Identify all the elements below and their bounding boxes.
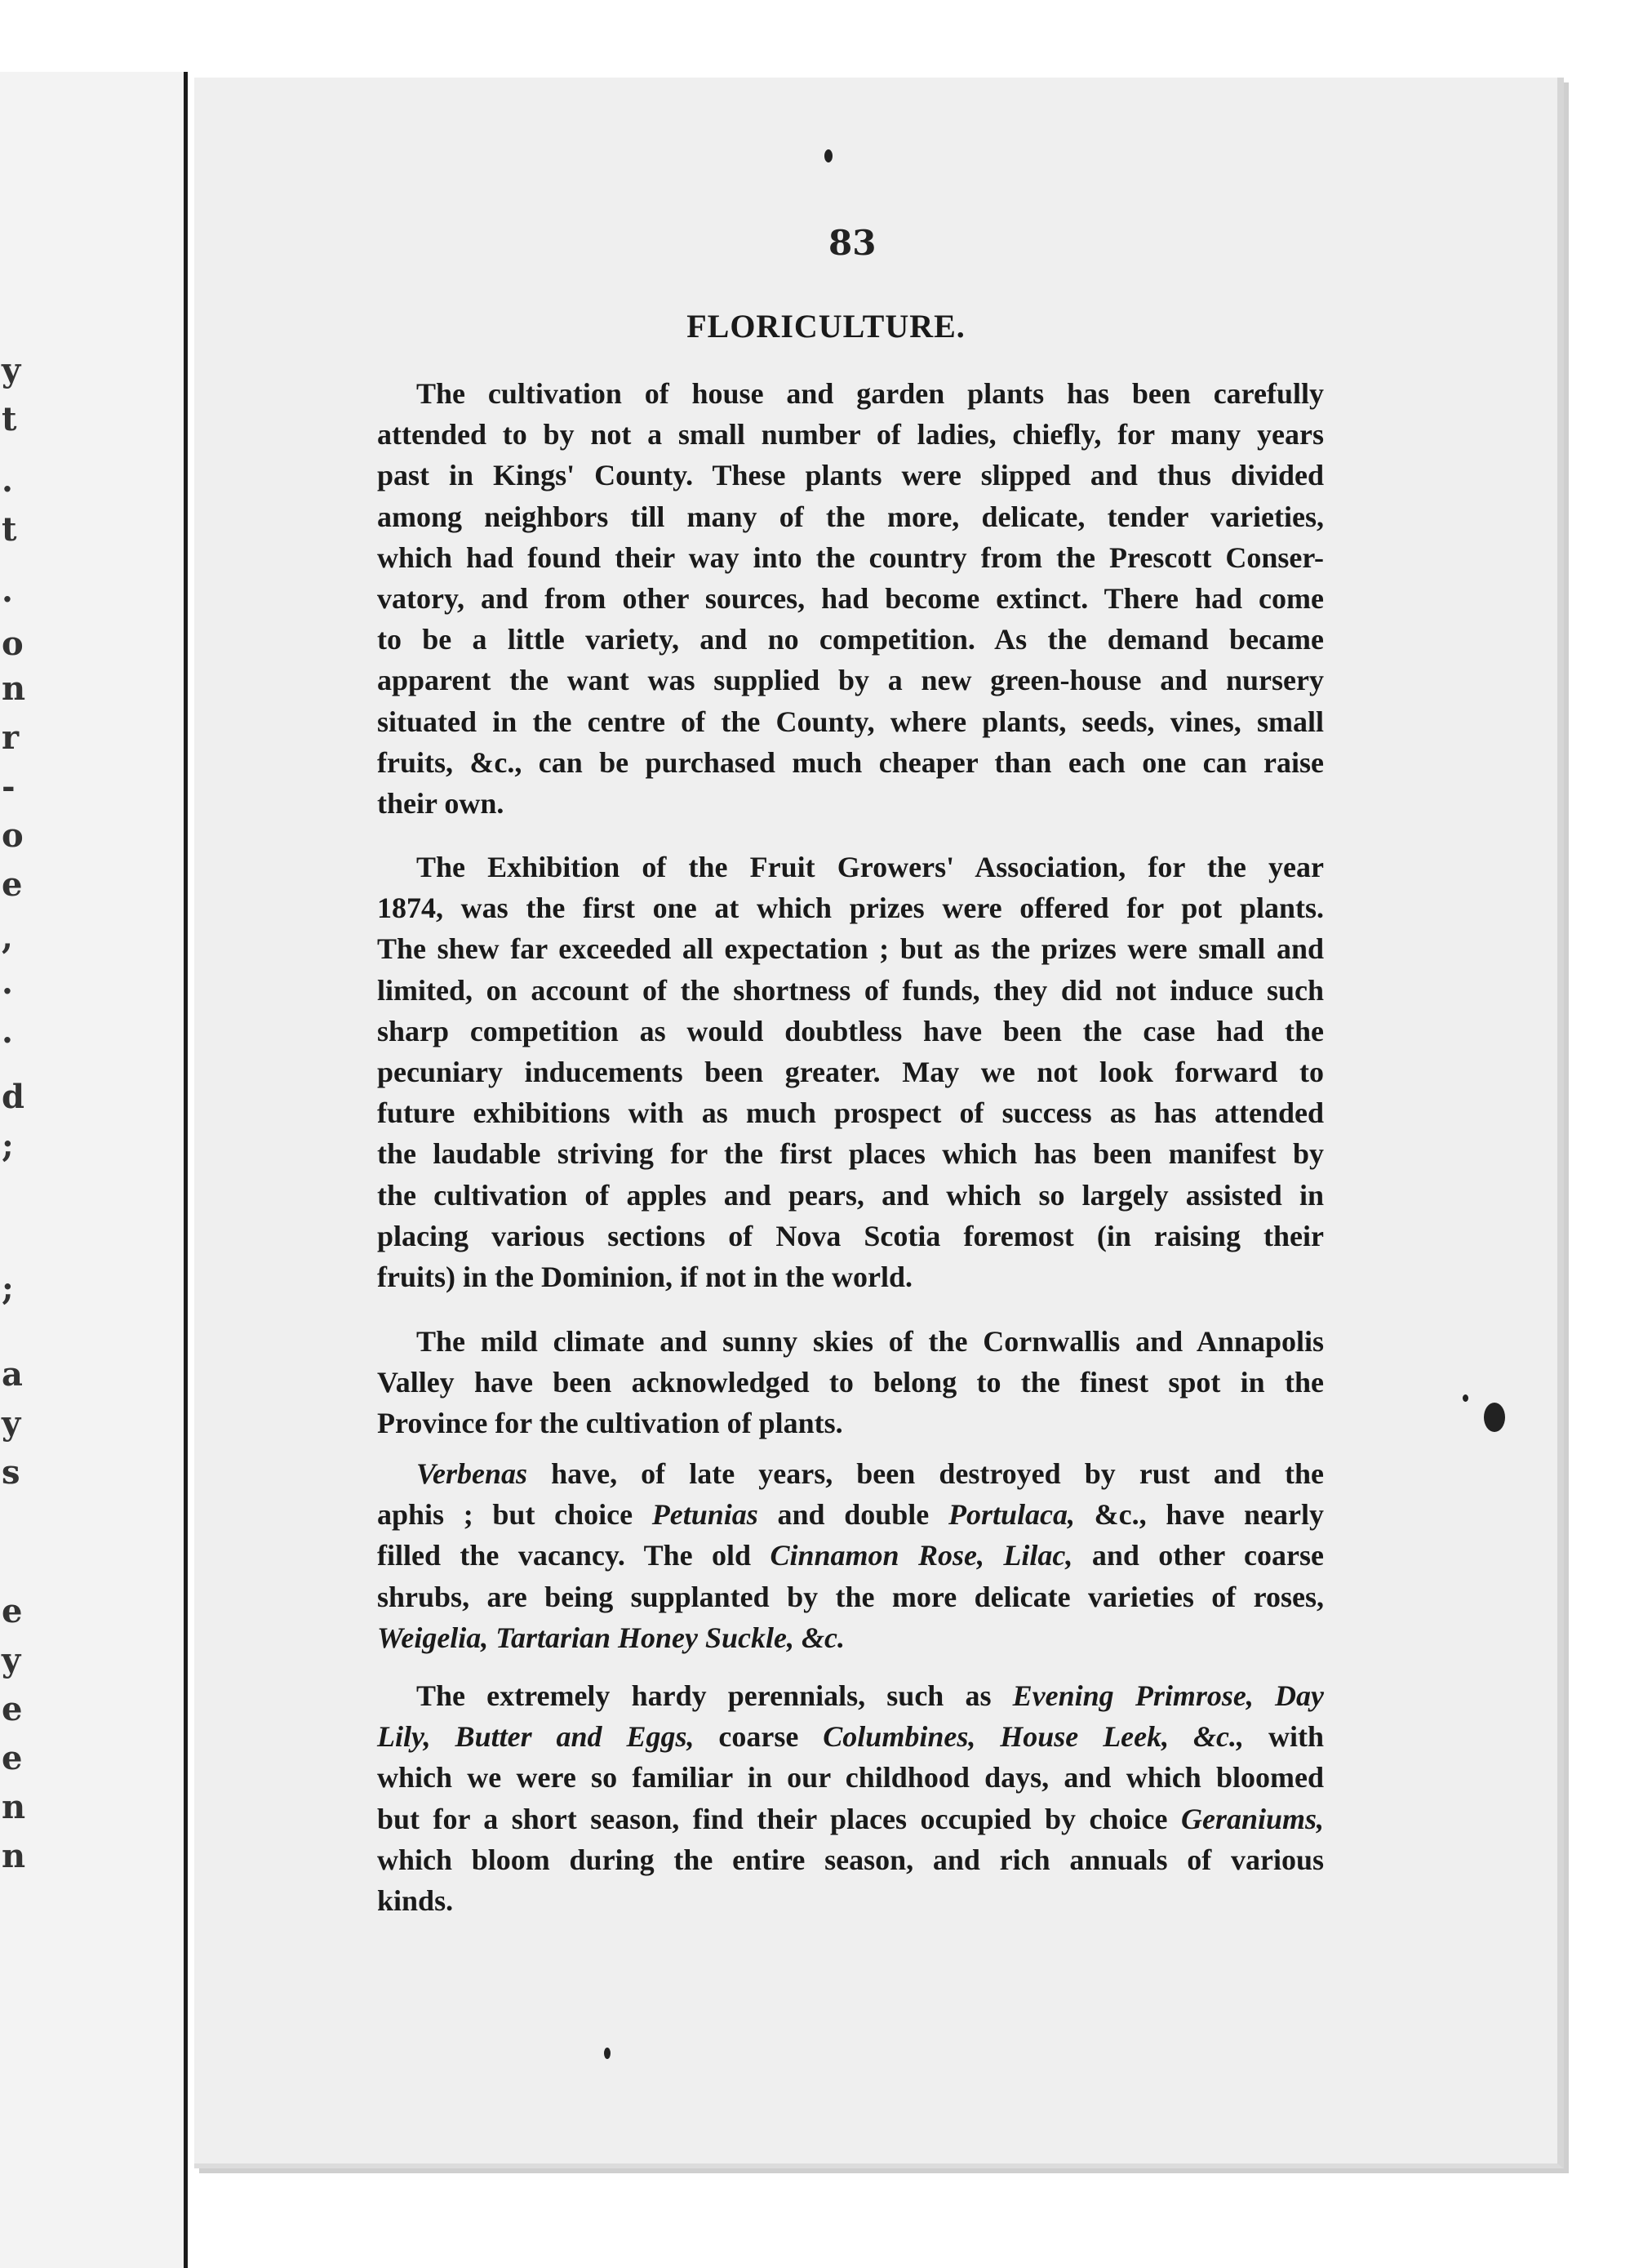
text-run: to be a little variety, and no competition. As the demand became [377,623,1324,656]
text-run: aphis ; but choice [377,1498,652,1532]
text-line [377,1799,1324,1839]
text-run: which bloom during the entire season, and rich annuals of various [377,1843,1324,1876]
facing-page-fragment: t [2,510,17,549]
text-run: The Exhibition of the Fruit Growers' Association, for the year [416,851,1324,883]
text-run: their own. [377,787,504,820]
text-run: and other coarse [1072,1539,1324,1572]
facing-page-fragment: o [2,816,24,855]
facing-page-fragment: s [2,1453,20,1492]
section-heading: FLORICULTURE. [686,308,966,345]
italic-text: Evening Primrose, Day [1012,1679,1324,1712]
text-line [377,1453,1324,1494]
text-line [377,1494,1324,1535]
text-line [377,1052,1324,1092]
facing-page-fragment: e [2,1592,23,1630]
text-run: past in Kings' County. These plants were slipped and thus divided [377,459,1324,492]
text-run: which had found their way into the country from the Prescott Conser- [377,540,1324,574]
italic-text: Columbines, House Leek, &c., [823,1720,1245,1754]
facing-page-fragment: a [2,1355,23,1394]
text-line [377,1216,1324,1256]
text-line [377,1011,1324,1052]
text-run: shrubs, are being supplanted by the more delicate varieties of roses, [377,1580,1324,1613]
text-run: vatory, and from other sources, had become extinct. There had come [377,582,1324,616]
italic-text: Weigelia, Tartarian Honey Suckle, &c. [377,1621,845,1654]
text-line [377,1839,1324,1880]
italic-text: Portulaca, [948,1498,1075,1532]
facing-page-fragment: ; [2,1127,14,1165]
text-line [377,373,1324,414]
text-run: the cultivation of apples and pears, and which so largely assisted in [377,1178,1324,1212]
text-line [377,1576,1324,1617]
facing-page-fragment: , [2,918,13,957]
ink-speck [604,2048,611,2059]
text-run: limited, on account of the shortness of funds, they did not induce such [377,973,1324,1007]
text-line [377,1362,1324,1403]
facing-page-fragment: ; [2,1270,14,1308]
text-run: the laudable striving for the first places which has been manifest by [377,1137,1324,1171]
text-line [377,660,1324,700]
text-run: Valley have been acknowledged to belong to the finest spot in the [377,1366,1324,1399]
facing-page-fragment: e [2,865,23,904]
text-run: sharp competition as would doubtless have been the case had the [377,1014,1324,1047]
facing-page-fragment: t [2,400,17,438]
italic-text: Lily, Butter and Eggs, [377,1720,695,1754]
paragraph-5 [377,1675,1324,1921]
text-run: kinds. [377,1884,454,1918]
facing-page-strip [0,72,188,2268]
italic-text: Geraniums, [1180,1802,1324,1835]
text-run: fruits) in the Dominion, if not in the world. [377,1261,913,1294]
facing-page-fragment: y [2,1404,21,1443]
paragraph-4 [377,1453,1324,1658]
text-line [377,887,1324,928]
text-line [377,1880,1324,1921]
text-run: The shew far exceeded all expectation ; but as the prizes were small and [377,932,1324,966]
text-line [377,847,1324,887]
text-run: future exhibitions with as much prospect of success as has attended [377,1096,1324,1130]
text-line [377,619,1324,660]
text-line [377,1716,1324,1757]
ink-speck [824,149,833,162]
text-line [377,970,1324,1011]
text-run: with [1244,1720,1324,1754]
text-line [377,1403,1324,1443]
text-run: among neighbors till many of the more, delicate, tender varieties, [377,500,1324,533]
text-run: &c., have nearly [1074,1498,1324,1532]
facing-page-fragment: . [2,1012,13,1051]
text-line [377,1675,1324,1716]
text-line [377,1617,1324,1658]
text-line [377,1175,1324,1216]
text-line [377,1321,1324,1362]
text-line [377,701,1324,742]
facing-page-fragment: . [2,963,13,1002]
text-run: The mild climate and sunny skies of the Cornwallis and Annapolis [416,1325,1324,1358]
facing-page-fragment: y [2,351,21,389]
text-run: The extremely hardy perennials, such as [416,1679,1013,1712]
text-run: and double [757,1498,948,1532]
text-run: pecuniary inducements been greater. May we not look forward to [377,1056,1324,1089]
facing-page-fragment: o [2,625,24,663]
facing-page-fragment: r [2,718,20,757]
text-run: filled the vacancy. The old [377,1539,770,1572]
ink-speck [1463,1394,1468,1402]
text-line [377,496,1324,537]
text-line [377,783,1324,824]
facing-page-fragment: n [2,1788,26,1826]
paragraph-3 [377,1321,1324,1444]
ink-speck [1484,1403,1505,1432]
text-run: 1874, was the first one at which prizes were offered for pot plants. [377,892,1324,925]
facing-page-fragment: - [2,767,16,806]
italic-text: Petunias [651,1498,758,1532]
text-run: which we were so familiar in our childhood days, and which bloomed [377,1761,1324,1794]
text-line [377,928,1324,969]
paragraph-2 [377,847,1324,1297]
text-line [377,1757,1324,1798]
text-line [377,1133,1324,1174]
facing-page-fragment: . [2,571,13,610]
facing-page-fragment: e [2,1739,23,1777]
facing-page-fragment: e [2,1690,23,1728]
text-line [377,578,1324,619]
facing-page-fragment: . [2,461,13,500]
paragraph-1 [377,373,1324,824]
text-run: Province for the cultivation of plants. [377,1407,843,1440]
italic-text: Verbenas [416,1457,528,1490]
text-line [377,455,1324,496]
text-run: but for a short season, find their places occupied by choice [377,1802,1181,1835]
text-run: situated in the centre of the County, where plants, seeds, vines, small [377,705,1324,738]
text-run: The cultivation of house and garden plants has been carefully [416,377,1324,410]
italic-text: Cinnamon Rose, Lilac, [770,1539,1073,1572]
text-run: coarse [694,1720,824,1754]
text-line [377,1535,1324,1576]
text-run: placing various sections of Nova Scotia foremost (in raising their [377,1219,1324,1252]
text-line [377,742,1324,783]
text-line [377,414,1324,455]
facing-page-fragment: n [2,669,26,708]
text-line [377,537,1324,578]
facing-page-fragment: y [2,1641,21,1679]
page-number: 83 [828,223,877,263]
text-run: have, of late years, been destroyed by rust and the [527,1457,1324,1490]
text-run: attended to by not a small number of ladies, chiefly, for many years [377,418,1324,451]
facing-page-fragment: n [2,1837,26,1875]
text-run: fruits, &c., can be purchased much cheaper than each one can raise [377,745,1324,779]
text-line [377,1256,1324,1297]
facing-page-fragment: d [2,1078,24,1116]
text-line [377,1092,1324,1133]
text-run: apparent the want was supplied by a new green-house and nursery [377,664,1324,697]
